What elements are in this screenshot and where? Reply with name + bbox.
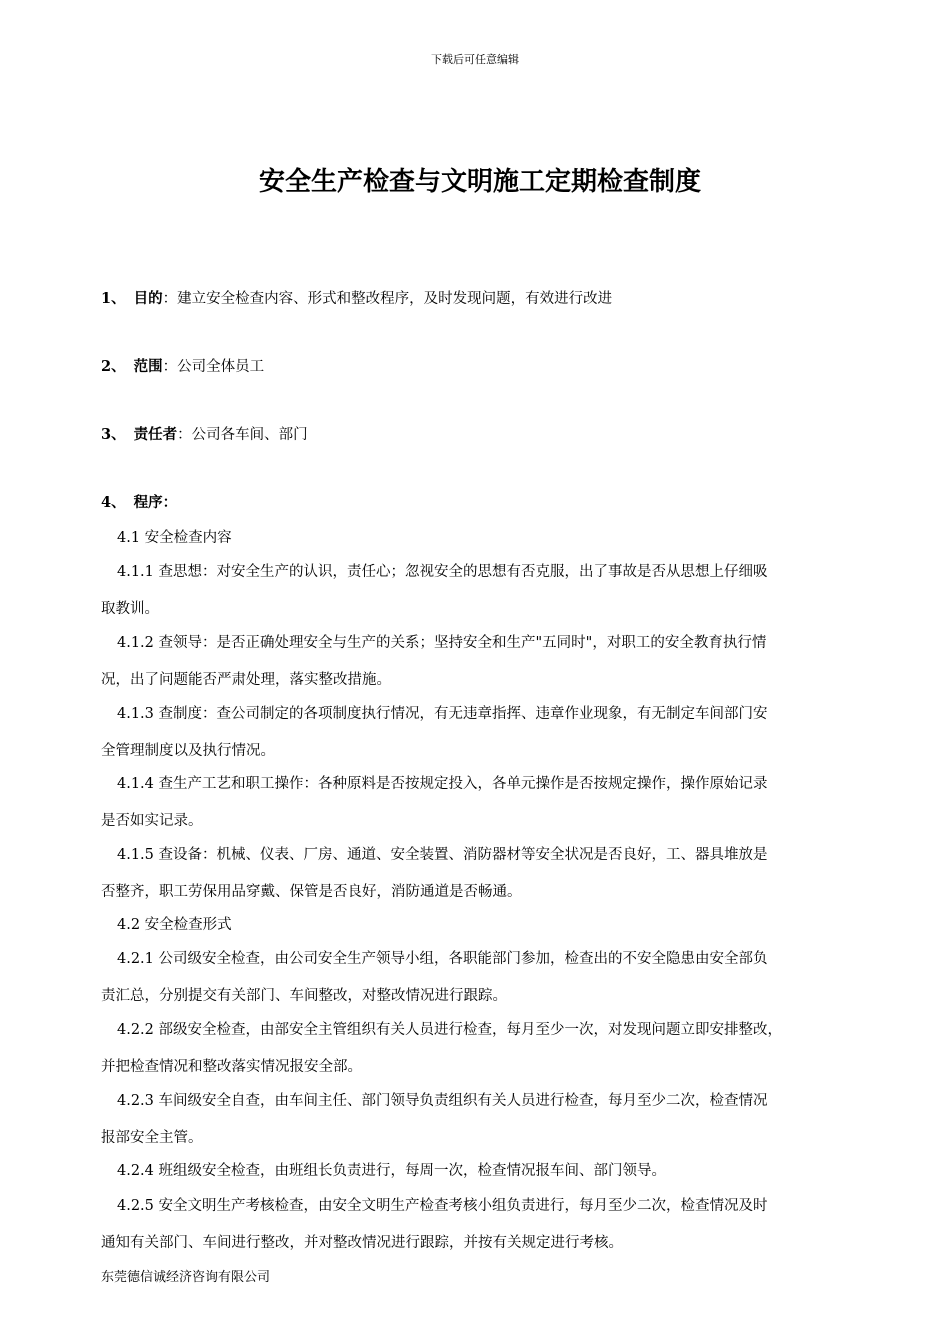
- section-responsible: [101, 424, 308, 446]
- item-line-continued: 取教训。: [101, 601, 159, 617]
- item-line-continued: 通知有关部门、车间进行整改，并对整改情况进行跟踪，并按有关规定进行考核。: [101, 1235, 623, 1251]
- item-line-continued: 责汇总，分别提交有关部门、车间整改，对整改情况进行跟踪。: [101, 988, 507, 1004]
- item-line-continued: 否整齐，职工劳保用品穿戴、保管是否良好，消防通道是否畅通。: [101, 884, 522, 900]
- section-purpose: [101, 288, 612, 310]
- item-4-2-1: [101, 948, 768, 1007]
- item-4-1-5: [101, 844, 768, 903]
- section-procedure: [101, 492, 177, 514]
- item-4-1: [101, 527, 232, 549]
- item-4-2-3: [101, 1090, 768, 1149]
- section-label: 程序: [133, 494, 163, 511]
- item-line-continued: 并把检查情况和整改落实情况报安全部。: [101, 1059, 362, 1075]
- section-number: 1、: [101, 290, 126, 307]
- item-line-continued: 报部安全主管。: [101, 1130, 203, 1146]
- item-line-continued: 况，出了问题能否严肃处理，落实整改措施。: [101, 672, 391, 688]
- section-label: 目的: [133, 290, 163, 307]
- section-label: 责任者: [133, 426, 178, 443]
- section-text: 建立安全检查内容、形式和整改程序，及时发现问题，有效进行改进: [177, 291, 613, 307]
- document-title: 安全生产检查与文明施工定期检查制度: [258, 167, 701, 197]
- section-number: 4、: [101, 494, 126, 511]
- section-separator: ：: [162, 291, 178, 307]
- item-4-1-4: [101, 773, 768, 832]
- item-line-continued: 全管理制度以及执行情况。: [101, 743, 275, 759]
- section-label: 范围: [133, 358, 163, 375]
- item-line: 4.2.2 部级安全检查，由部安全主管组织有关人员进行检查，每月至少一次，对发现问题立即安排整改，: [117, 1022, 782, 1038]
- item-line: 4.2.5 安全文明生产考核检查，由安全文明生产检查考核小组负责进行，每月至少二次，检查情况及时: [117, 1198, 768, 1214]
- item-line: 4.2.4 班组级安全检查，由班组长负责进行，每周一次，检查情况报车间、部门领导。: [117, 1163, 667, 1179]
- item-4-2: [101, 914, 232, 936]
- section-separator: ：: [162, 359, 178, 375]
- section-text: 公司各车间、部门: [191, 427, 308, 443]
- page-header: 下载后可任意编辑: [431, 53, 519, 66]
- item-line: 4.1.4 查生产工艺和职工操作：各种原料是否按规定投入，各单元操作是否按规定操作，操作原始记录: [117, 776, 768, 792]
- item-4-1-3: [101, 703, 768, 762]
- page-footer: 东莞德信诚经济咨询有限公司: [101, 1270, 271, 1285]
- section-separator: ：: [177, 427, 192, 443]
- item-4-1-1: [101, 561, 768, 620]
- item-line-continued: 是否如实记录。: [101, 813, 203, 829]
- item-line: 4.1 安全检查内容: [117, 530, 232, 546]
- item-line: 4.1.5 查设备：机械、仪表、厂房、通道、安全装置、消防器材等安全状况是否良好，工、器具堆放是: [117, 847, 768, 863]
- section-text: 公司全体员工: [177, 359, 265, 375]
- item-4-2-5: [101, 1195, 768, 1254]
- item-line: 4.1.2 查领导：是否正确处理安全与生产的关系；坚持安全和生产"五同时"，对职工的安全教育执行情: [117, 635, 767, 651]
- item-4-2-2: [101, 1019, 782, 1078]
- section-number: 3、: [101, 426, 126, 443]
- item-line: 4.2.1 公司级安全检查，由公司安全生产领导小组，各职能部门参加，检查出的不安全隐患由安全部负: [117, 951, 768, 967]
- item-line: 4.1.1 查思想：对安全生产的认识，责任心；忽视安全的思想有否克服，出了事故是否从思想上仔细吸: [117, 564, 768, 580]
- item-line: 4.1.3 查制度：查公司制定的各项制度执行情况，有无违章指挥、违章作业现象，有无制定车间部门安: [117, 706, 768, 722]
- item-line: 4.2 安全检查形式: [117, 917, 232, 933]
- item-4-2-4: [101, 1160, 666, 1182]
- section-number: 2、: [101, 358, 126, 375]
- item-line: 4.2.3 车间级安全自查，由车间主任、部门领导负责组织有关人员进行检查，每月至少二次，检查情况: [117, 1093, 768, 1109]
- item-4-1-2: [101, 632, 766, 691]
- section-scope: [101, 356, 264, 378]
- section-separator: ：: [162, 494, 178, 511]
